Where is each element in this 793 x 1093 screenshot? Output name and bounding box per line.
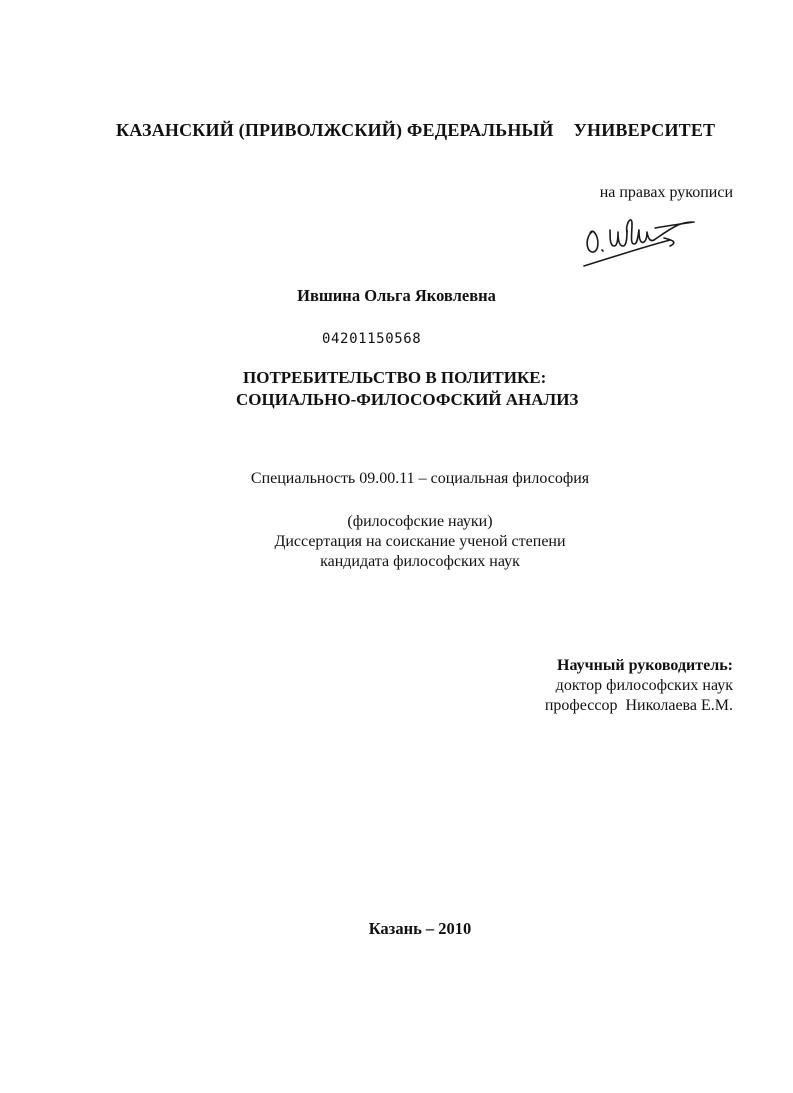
- supervisor-name: профессор Николаева Е.М.: [544, 697, 733, 714]
- supervisor-block: [545, 656, 733, 716]
- university-name-part2: УНИВЕРСИТЕТ: [573, 120, 716, 140]
- university-name: [116, 120, 715, 141]
- science-field: (философские науки): [347, 513, 493, 530]
- specialty-line: Специальность 09.00.11 – социальная философия: [250, 470, 590, 487]
- handwritten-signature: [580, 206, 700, 272]
- degree-line-2: кандидата философских наук: [320, 553, 520, 570]
- dissertation-title-line2: СОЦИАЛЬНО-ФИЛОСОФСКИЙ АНАЛИЗ: [236, 390, 579, 409]
- author-name: Ившина Ольга Яковлевна: [297, 286, 496, 305]
- university-name-part1: КАЗАНСКИЙ (ПРИВОЛЖСКИЙ) ФЕДЕРАЛЬНЫЙ: [116, 120, 554, 140]
- degree-block: [0, 512, 793, 572]
- supervisor-degree: доктор философских наук: [555, 677, 733, 694]
- degree-line-1: Диссертация на соискание ученой степени: [274, 533, 566, 550]
- registration-code: 04201150568: [322, 331, 422, 347]
- supervisor-label: Научный руководитель:: [557, 657, 733, 674]
- dissertation-title-line1: ПОТРЕБИТЕЛЬСТВО В ПОЛИТИКЕ:: [243, 368, 547, 387]
- city-year: Казань – 2010: [368, 919, 472, 938]
- manuscript-rights-note: на правах рукописи: [599, 184, 733, 201]
